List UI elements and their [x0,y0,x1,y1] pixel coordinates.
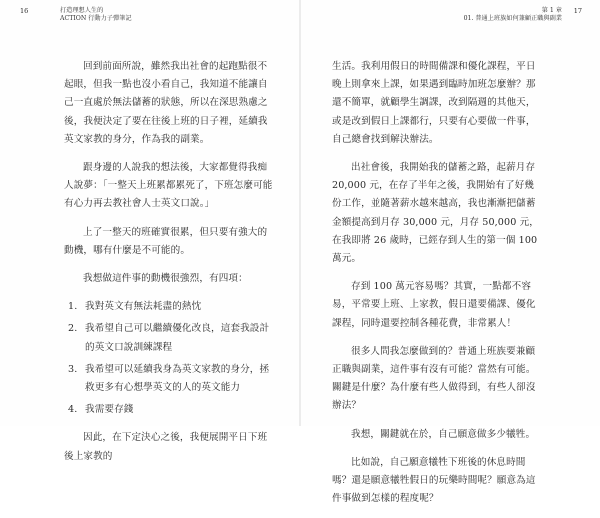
body-text [64,58,274,476]
list-number: 2. [68,323,78,335]
running-head [60,7,132,23]
list-number: 3. [68,363,78,375]
paragraph: 生活。我利用假日的時間備課和優化課程，平日晚上則拿來上課，如果遇到臨時加班怎麼辦？那還不簡單，就顧學生調課，改到隔週的其他天，或是改到假日上課都行，只要有心要做一件事，自己總會找到解決辦法。 [332,61,536,145]
running-head-line: 01. 普通上班族如何兼顧正職與副業 [463,15,562,22]
right-page [300,0,600,505]
list-item [64,298,274,316]
list-item [64,361,274,397]
paragraph: 比如說，自己願意犧牲下班後的休息時間嗎？還是願意犧牲假日的玩樂時間呢？願意為這件事做到怎樣的程度呢？ [332,456,536,505]
page-number: 16 [20,7,29,15]
page-number: 17 [573,7,582,15]
paragraph: 回到前面所說，雖然我出社會的起跑點很不起眼，但我一點也沒小看自己，我知道不能讓自己一直處於無法儲蓄的狀態，所以在深思熟慮之後，我便決定了要在往後上班的日子裡，延續我英文家教的身分，作為我的副業。 [64,61,268,145]
paragraph: 因此，在下定決心之後，我便展開平日下班後上家教的 [64,432,268,462]
running-head-line: 打造理想人生的 [60,7,104,14]
paragraph: 出社會後，我開始我的儲蓄之路，起薪月存 20,000 元，在存了半年之後，我開始有了好幾份工作，並隨著薪水越來越高，我也漸漸把儲蓄金額提高到月存 30,000 元，月存 50,000 元，在我即將 26 歲時，已經存到人生的第一個 100 萬元。 [332,162,539,265]
list-text: 我對英文有無法耗盡的熱忱 [85,301,202,313]
body-text [332,58,542,518]
paragraph: 存到 100 萬元容易嗎？其實，一點都不容易，平常要上班、上家教，假日還要備課、優化課程，同時還要控制各種花費，非常累人！ [332,281,536,329]
numbered-list [64,298,274,419]
list-number: 4. [68,404,78,416]
list-item [64,320,274,356]
paragraph: 我想，關鍵就在於，自己願意做多少犧牲。 [351,428,536,440]
list-text: 我希望自己可以繼續優化改良，這套我設計的英文口說訓練課程 [85,323,270,353]
list-text: 我希望可以延續我身為英文家教的身分，拯救更多有心想學英文的人的英文能力 [85,363,270,394]
list-text: 我需要存錢 [85,404,134,416]
running-head-line: 第 1 章 [541,7,562,14]
paragraph: 跟身邊的人說我的想法後，大家都覺得我痴人說夢：「一整天上班累都累死了，下班怎麼可能有心力再去教社會人士英文口說。」 [64,162,273,210]
paragraph: 我想做這件事的動機很強烈，有四項： [83,273,248,285]
running-head [464,7,562,23]
paragraph: 很多人問我怎麼做到的？普通上班族要兼顧正職與副業，這件事有沒有可能？當然有可能。關鍵是什麼？為什麼有些人做得到，有些人卻沒辦法？ [332,345,536,412]
paragraph: 上了一整天的班確實很累，但只要有強大的動機，哪有什麼是不可能的。 [64,226,268,256]
left-page [0,0,300,462]
list-number: 1. [68,301,78,313]
list-item [64,401,274,419]
running-head-line: ACTION 行動力子彈筆記 [60,15,132,22]
